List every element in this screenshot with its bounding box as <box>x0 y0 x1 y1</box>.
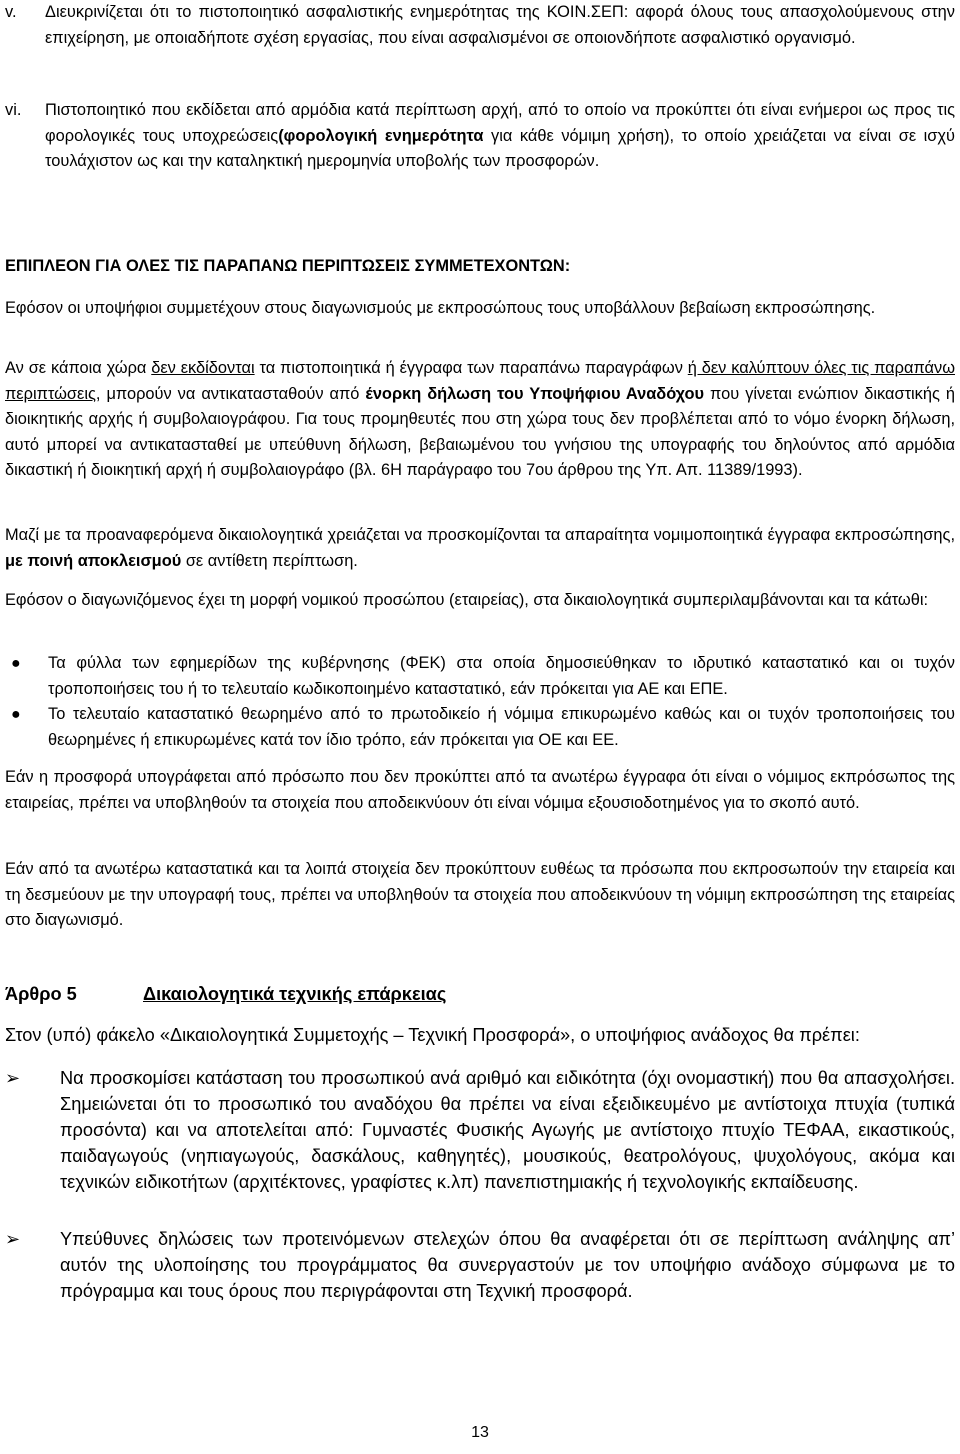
bullet-icon: ● <box>11 655 21 672</box>
paragraph-representation: Εφόσον οι υποψήφιοι συμμετέχουν στους διαγωνισμούς με εκπροσώπους τους υποβάλλουν βεβαίωση εκπροσώπησης. <box>5 299 876 317</box>
p3-bold: με ποινή αποκλεισμού <box>5 551 182 570</box>
bullet-item-2 <box>5 702 955 753</box>
vi-text-part-b: για κάθε νόμιμη χρήση), το οποίο χρειάζεται να είναι σε ισχύ τουλάχιστον ως και την καταληκτική ημερομηνία υποβολής των προσφορών. <box>45 126 955 170</box>
section-heading: ΕΠΙΠΛΕΟΝ ΓΙΑ ΟΛΕΣ ΤΙΣ ΠΑΡΑΠΑΝΩ ΠΕΡΙΠΤΩΣΕΙΣ ΣΥΜΜΕΤΕΧΟΝΤΩΝ: <box>5 257 571 275</box>
p2-part-d: που γίνεται ενώπιον δικαστικής ή διοικητικής αρχής ή συμβολαιογράφου. Για τους προμηθευτές που στη χώρα τους δεν προβλέπεται από το νόμο ένορκη δήλωση, αυτό μπορεί να αντικατασταθεί με υπεύθυνη δήλωση, βεβαιωμένου του γνήσιου της υπογραφής του δηλούντος από αρμόδια δικαστική ή διοικητική αρχή ή συμβολαιογράφο (βλ. 6Η παράγραφο του 7ου άρθρου της Υπ. Απ. 11389/1993). <box>5 384 955 479</box>
p2-part-a: Αν σε κάποια χώρα <box>5 359 152 377</box>
p2-underline-2: ή δεν καλύπτουν όλες τις παραπάνω περιπτώσεις, <box>5 359 955 403</box>
paragraph-legal-documents <box>5 523 955 574</box>
paragraph-legal-entity: Εφόσον ο διαγωνιζόμενος έχει τη μορφή νομικού προσώπου (εταιρείας), στα δικαιολογητικά συμπεριλαμβάνονται και τα κάτωθι: <box>5 591 929 609</box>
list-marker-v: v. <box>5 3 17 21</box>
page-number: 13 <box>471 1424 489 1441</box>
p2-underline-1: δεν εκδίδονται <box>151 359 255 377</box>
list-item-vi-text <box>45 98 955 175</box>
bullet-text-1: Τα φύλλα των εφημερίδων της κυβέρνησης (ΦΕΚ) στα οποία δημοσιεύθηκαν το ιδρυτικό καταστατικό και οι τυχόν τροποποιήσεις του ή το τελευταίο κωδικοποιημένο καταστατικό, εάν πρόκειται για ΑΕ και ΕΠΕ. <box>48 654 955 698</box>
paragraph-sworn-declaration <box>5 356 955 484</box>
paragraph-signatory: Εάν η προσφορά υπογράφεται από πρόσωπο που δεν προκύπτει από τα ανωτέρω έγγραφα ότι είναι ο νόμιμος εκπρόσωπος της εταιρείας, πρέπει να υποβληθούν τα στοιχεία που αποδεικνύουν ότι είναι νόμιμα εξουσιοδοτημένος για το σκοπό αυτό. <box>5 768 955 812</box>
arrow-text-2: Υπεύθυνες δηλώσεις των προτεινόμενων στελεχών όπου θα αναφέρεται ότι σε περίπτωση ανάληψης απ’ αυτόν της υλοποίησης του προγράμματος θα συνεργαστούν με τον υποψήφιο ανάδοχο σύμφωνα με το πρόγραμμα και τους όρους που περιγράφονται στη Τεχνική προσφορά. <box>60 1229 955 1301</box>
p2-part-b: τα πιστοποιητικά ή έγγραφα των παραπάνω παραγράφων <box>254 359 688 377</box>
arrow-item-2 <box>5 1226 955 1304</box>
list-item-vi <box>5 98 955 175</box>
arrow-bullet-icon: ➢ <box>5 1068 21 1088</box>
article-title: Δικαιολογητικά τεχνικής επάρκειας <box>143 984 447 1004</box>
p2-part-c: μπορούν να αντικατασταθούν από <box>100 384 366 403</box>
paragraph-representatives: Εάν από τα ανωτέρω καταστατικά και τα λοιπά στοιχεία δεν προκύπτουν ευθέως τα πρόσωπα που εκπροσωπούν την εταιρεία και τη δεσμεύουν με την υπογραφή τους, πρέπει να υποβληθούν τα στοιχεία που αποδεικνύουν τη νόμιμη εκπροσώπηση της εταιρείας στο διαγωνισμό. <box>5 860 955 929</box>
p2-bold: ένορκη δήλωση του Υποψήφιου Αναδόχου <box>365 384 705 403</box>
vi-text-bold: (φορολογική ενημερότητα <box>278 126 484 145</box>
vi-text-part-a: Πιστοποιητικό που εκδίδεται από αρμόδια κατά περίπτωση αρχή, από το οποίο να προκύπτει ότι είναι ενήμεροι ως προς τις φορολογικές τους υποχρεώσεις <box>45 101 955 145</box>
bullet-text-2: Το τελευταίο καταστατικό θεωρημένο από το πρωτοδικείο ή νόμιμα επικυρωμένο καθώς και οι τυχόν τροποποιήσεις του θεωρημένες ή επικυρωμένες κατά τον ίδιο τρόπο, εάν πρόκειται για ΟΕ και ΕΕ. <box>48 705 955 749</box>
list-marker-vi: vi. <box>5 101 22 119</box>
arrow-text-1: Να προσκομίσει κατάσταση του προσωπικού ανά αριθμό και ειδικότητα (όχι ονομαστική) που θα απασχολήσει. Σημειώνεται ότι το προσωπικό του αναδόχου θα πρέπει να είναι εξειδικευμένο με αντίστοιχα πτυχία (τυπικά προσόντα) και να αποτελείται από: Γυμναστές Φυσικής Αγωγής με αντίστοιχο πτυχίο ΤΕΦΑΑ, εικαστικούς, παιδαγωγούς (νηπιαγωγούς, δασκάλους, καθηγητές), μουσικούς, θεατρολόγους, ψυχολόγους, ακόμα και τεχνικών ειδικοτήτων (αρχιτέκτονες, γραφίστες κ.λπ) πανεπιστημιακής ή τεχνολογικής εκπαίδευσης. <box>60 1068 955 1192</box>
list-item-v <box>5 0 955 51</box>
p3-part-b: σε αντίθετη περίπτωση. <box>181 551 358 570</box>
bullet-item-1 <box>5 651 955 702</box>
p3-part-a: Μαζί με τα προαναφερόμενα δικαιολογητικά χρειάζεται να προσκομίζονται τα απαραίτητα νομιμοποιητικά έγγραφα εκπροσώπησης, <box>5 526 955 544</box>
arrow-bullet-icon: ➢ <box>5 1229 21 1249</box>
list-item-v-text: Διευκρινίζεται ότι το πιστοποιητικό ασφαλιστικής ενημερότητας της ΚΟΙΝ.ΣΕΠ: αφορά όλους τους απασχολούμενους στην επιχείρηση, με οποιαδήποτε σχέση εργασίας, που είναι ασφαλισμένοι σε οποιονδήποτε ασφαλιστικό οργανισμό. <box>45 3 955 47</box>
bullet-icon: ● <box>11 706 21 723</box>
article-number: Άρθρο 5 <box>5 984 77 1004</box>
arrow-item-1 <box>5 1065 955 1195</box>
article-intro: Στον (υπό) φάκελο «Δικαιολογητικά Συμμετοχής – Τεχνική Προσφορά», ο υποψήφιος ανάδοχος θα πρέπει: <box>5 1025 860 1045</box>
